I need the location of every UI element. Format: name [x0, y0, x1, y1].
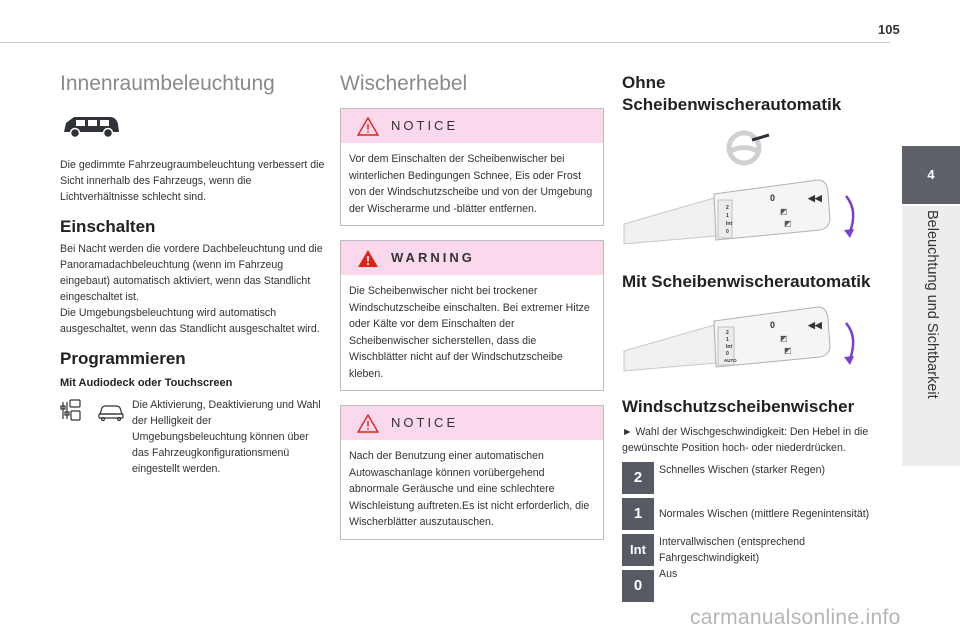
steering-wheel-icon — [722, 126, 772, 166]
chapter-tab-label: Beleuchtung und Sichtbarkeit — [924, 210, 940, 399]
notice-text-2: Nach der Benutzung einer automatischen Autowaschanlage können vorübergehend abnormale Geräusche und eine schlechtere Wischleistung auftreten.Es ist nicht erforderlich, die Wischerblätter auszutauschen. — [349, 450, 590, 528]
chapter-tab-number[interactable]: 4 — [902, 146, 960, 204]
heading-programmieren: Programmieren — [60, 349, 186, 368]
lever-mark-int: Int — [726, 221, 733, 227]
svg-text:◩: ◩ — [780, 334, 788, 343]
step-key-int: Int — [622, 534, 654, 566]
programmieren-text: Die Aktivierung, Deaktivierung und Wahl der Helligkeit der Umgebungsbeleuchtung können über das Fahrzeugkonfigurationsmenü eingestellt werden. — [132, 399, 321, 475]
header-rule — [0, 42, 890, 43]
wiper-lever-illustration-auto — [622, 303, 862, 375]
step-text-normal: Normales Wischen (mittlere Regenintensität) — [659, 508, 870, 520]
lever-mark-1: 1 — [726, 337, 729, 343]
svg-text:0: 0 — [770, 320, 776, 330]
svg-text:◀◀: ◀◀ — [808, 320, 822, 330]
direction-arrow-icon — [846, 196, 853, 232]
notice-header-1 — [341, 109, 603, 143]
intro-text: Die gedimmte Fahrzeugraumbeleuchtung verbessert die Sicht innerhalb des Fahrzeugs, wenn die Lichtverhältnisse schlecht sind. — [60, 159, 325, 203]
warning-header — [341, 241, 603, 275]
subheading-audiodeck: Mit Audiodeck oder Touchscreen — [60, 377, 233, 389]
programmieren-block — [60, 397, 325, 477]
lever-mark-int: Int — [726, 344, 733, 350]
lever-mark-2: 2 — [726, 330, 729, 336]
step-text-interval: Intervallwischen (entsprechend Fahrgeschwindigkeit) — [659, 536, 806, 564]
heading-windschutzscheibenwischer: Windschutzscheibenwischer — [622, 397, 855, 416]
section-title-interior-lighting: Innenraumbeleuchtung — [60, 72, 275, 95]
notice-box-1 — [340, 108, 604, 226]
heading-mit-automatik: Mit Scheibenwischerautomatik — [622, 272, 871, 291]
car-outline-icon — [99, 406, 123, 421]
heading-ohne-line1: Ohne — [622, 73, 666, 92]
warning-triangle-icon — [357, 117, 379, 136]
warning-box — [340, 240, 604, 391]
heading-ohne-line2: Scheibenwischerautomatik — [622, 95, 842, 114]
notice-box-2 — [340, 405, 604, 540]
column-interior-lighting — [60, 72, 325, 477]
lever-mark-0: 0 — [726, 351, 729, 357]
notice-header-2 — [341, 406, 603, 440]
direction-arrow-icon — [846, 323, 853, 359]
step-key-2: 2 — [622, 462, 654, 494]
wiper-step-fast — [622, 462, 882, 498]
page-number: 105 — [878, 22, 900, 37]
heading-einschalten: Einschalten — [60, 217, 156, 236]
lever-mark-1: 1 — [726, 213, 729, 219]
einschalten-text-2: Die Umgebungsbeleuchtung wird automatisch ausgeschaltet, wenn das Standlicht ausgeschaltet wird. — [60, 307, 320, 335]
step-text-off: Aus — [659, 568, 678, 580]
einschalten-text-1: Bei Nacht werden die vordere Dachbeleuchtung und die Panoramadachbeleuchtung (wenn im Fahrzeug eingebaut) automatisch aktiviert, wenn das Standlicht eingeschaltet ist. — [60, 243, 323, 303]
lever-mark-auto: AUTO — [724, 358, 737, 363]
notice-title-2: NOTICE — [391, 415, 459, 430]
lever-mark-2: 2 — [726, 205, 729, 211]
settings-car-icons — [60, 399, 128, 423]
watermark: carmanualsonline.info — [690, 606, 901, 629]
notice-title-1: NOTICE — [391, 118, 459, 133]
svg-text:◩: ◩ — [784, 219, 792, 228]
wiper-step-interval — [622, 534, 882, 570]
column-wipers — [622, 72, 882, 606]
notice-text-1: Vor dem Einschalten der Scheibenwischer bei winterlichen Bedingungen Schnee, Eis oder Frost von der Windschutzscheibe und von der Umgebung der Wischerarme und -blätter entfernen. — [349, 153, 593, 215]
svg-text:◀◀: ◀◀ — [808, 193, 822, 203]
van-icon — [60, 112, 122, 140]
warning-title: WARNING — [391, 250, 475, 265]
wiper-step-normal — [622, 498, 882, 534]
warning-triangle-filled-icon — [357, 249, 379, 268]
svg-text:◩: ◩ — [784, 346, 792, 355]
wss-instruction: ► Wahl der Wischgeschwindigkeit: Den Hebel in die gewünschte Position hoch- oder niederdrücken. — [622, 426, 869, 454]
step-key-1: 1 — [622, 498, 654, 530]
settings-panel-icon — [61, 400, 80, 420]
step-key-0: 0 — [622, 570, 654, 602]
svg-text:0: 0 — [770, 193, 776, 203]
warning-text: Die Scheibenwischer nicht bei trockener Windschutzscheibe einschalten. Bei extremer Hitze oder Kälte vor dem Einschalten der Scheibenwischer sicherstellen, dass die Wischblätter nicht auf der Windschutzscheibe kleben. — [349, 285, 590, 380]
column-wiper-lever — [340, 72, 604, 554]
svg-text:◩: ◩ — [780, 207, 788, 216]
step-text-fast: Schnelles Wischen (starker Regen) — [659, 464, 826, 476]
lever-mark-0: 0 — [726, 229, 729, 235]
section-title-wischerhebel: Wischerhebel — [340, 72, 468, 95]
warning-triangle-icon — [357, 414, 379, 433]
wiper-step-off — [622, 570, 882, 606]
wiper-lever-illustration-manual — [622, 176, 862, 248]
